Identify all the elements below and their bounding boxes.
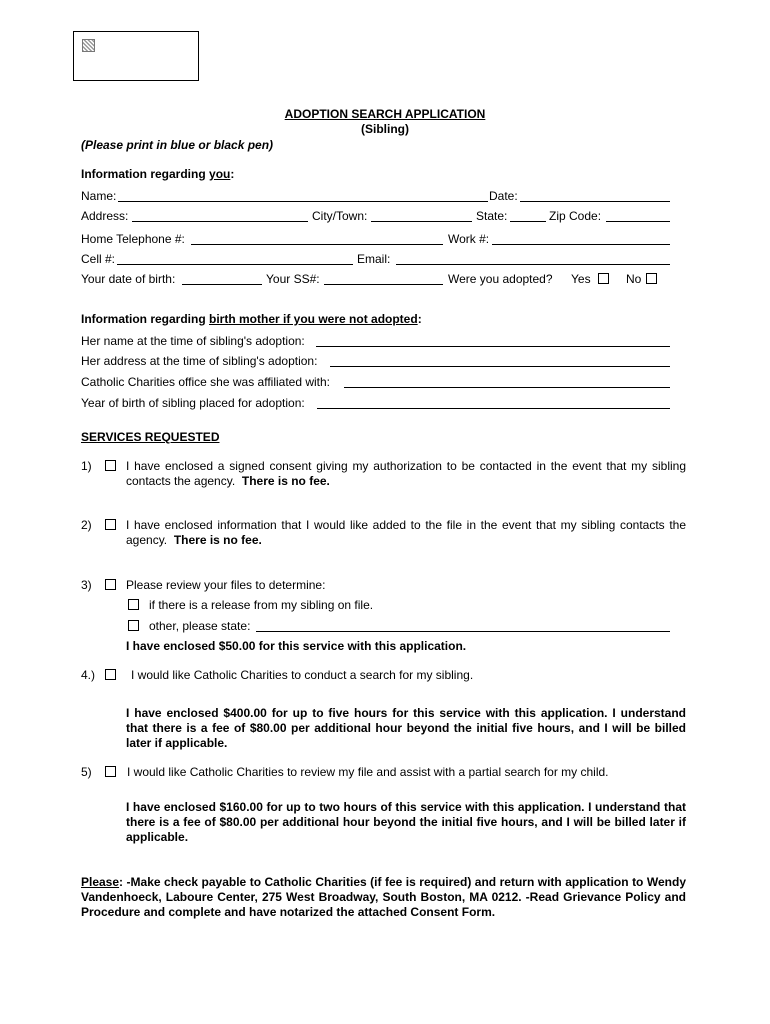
home-tel-label: Home Telephone #: <box>81 232 185 246</box>
adopted-no-label: No <box>626 272 642 286</box>
work-field[interactable] <box>492 244 670 245</box>
service-3-text: Please review your files to determine: <box>126 578 326 592</box>
state-field[interactable] <box>510 221 546 222</box>
services-heading: SERVICES REQUESTED <box>81 430 220 444</box>
service-4-checkbox[interactable] <box>105 669 116 680</box>
office-field[interactable] <box>344 387 670 388</box>
her-name-label: Her name at the time of sibling's adoption: <box>81 334 305 348</box>
service-3-option-1-checkbox[interactable] <box>128 599 139 610</box>
service-3-other-field[interactable] <box>256 631 670 632</box>
service-3-option-2-checkbox[interactable] <box>128 620 139 631</box>
name-label: Name: <box>81 189 117 203</box>
home-tel-field[interactable] <box>191 244 443 245</box>
logo-box <box>73 31 199 81</box>
adopted-yes-label: Yes <box>571 272 591 286</box>
email-label: Email: <box>357 252 391 266</box>
service-2-checkbox[interactable] <box>105 519 116 530</box>
service-4-text: I would like Catholic Charities to conduct a search for my sibling. <box>131 668 474 682</box>
dob-label: Your date of birth: <box>81 272 176 286</box>
address-field[interactable] <box>132 221 308 222</box>
cell-label: Cell #: <box>81 252 116 266</box>
broken-image-icon <box>82 39 95 52</box>
her-address-field[interactable] <box>330 366 670 367</box>
zip-field[interactable] <box>606 221 670 222</box>
city-label: City/Town: <box>312 209 368 223</box>
state-label: State: <box>476 209 508 223</box>
email-field[interactable] <box>396 264 670 265</box>
ss-label: Your SS#: <box>266 272 320 286</box>
adopted-yes-checkbox[interactable] <box>598 273 609 284</box>
ss-field[interactable] <box>324 284 443 285</box>
pen-instruction: (Please print in blue or black pen) <box>81 138 274 152</box>
service-3-checkbox[interactable] <box>105 579 116 590</box>
year-birth-field[interactable] <box>317 408 670 409</box>
service-2-number: 2) <box>81 518 92 532</box>
service-5-text: I would like Catholic Charities to review my file and assist with a partial search for my child. <box>127 765 609 779</box>
work-label: Work #: <box>448 232 490 246</box>
service-5-fee: I have enclosed $160.00 for up to two hours of this service with this application. I understand that there is a fee of $80.00 per additional hour beyond the initial five hours, and I will be billed later if applicable. <box>126 800 686 844</box>
her-name-field[interactable] <box>316 346 670 347</box>
date-field[interactable] <box>520 201 670 202</box>
adopted-question: Were you adopted? <box>448 272 553 286</box>
year-birth-label: Year of birth of sibling placed for adoption: <box>81 396 305 410</box>
her-address-label: Her address at the time of sibling's adoption: <box>81 354 318 368</box>
adopted-no-checkbox[interactable] <box>646 273 657 284</box>
service-4-fee: I have enclosed $400.00 for up to five hours for this service with this application. I understand that there is a fee of $80.00 per additional hour beyond the initial five hours, and I will be billed later if applicable. <box>126 706 686 750</box>
cell-field[interactable] <box>117 264 353 265</box>
zip-label: Zip Code: <box>549 209 602 223</box>
city-field[interactable] <box>371 221 472 222</box>
birth-mother-heading: Information regarding birth mother if you were not adopted: <box>81 312 422 326</box>
service-1-text: I have enclosed a signed consent giving my authorization to be contacted in the event that my sibling contacts the agency. There is no fee. <box>126 459 686 488</box>
page-subtitle: (Sibling) <box>361 122 409 136</box>
you-section-heading: Information regarding you: <box>81 167 235 181</box>
service-2-text: I have enclosed information that I would like added to the file in the event that my sibling contacts the agency. There is no fee. <box>126 518 686 547</box>
office-label: Catholic Charities office she was affiliated with: <box>81 375 331 389</box>
service-3-option-2-label: other, please state: <box>149 619 251 633</box>
page-title: ADOPTION SEARCH APPLICATION <box>284 107 486 121</box>
footer-note: Please: -Make check payable to Catholic Charities (if fee is required) and return with application to Wendy Vandenhoeck, Laboure Center, 275 West Broadway, South Boston, MA 0212. -Read Grievance Policy and Procedure and complete and have notarized the attached Consent Form. <box>81 875 686 919</box>
date-label: Date: <box>489 189 518 203</box>
service-1-checkbox[interactable] <box>105 460 116 471</box>
service-3-fee: I have enclosed $50.00 for this service with this application. <box>126 639 467 653</box>
service-4-number: 4.) <box>81 668 96 682</box>
service-5-number: 5) <box>81 765 92 779</box>
service-3-number: 3) <box>81 578 92 592</box>
service-3-option-1-label: if there is a release from my sibling on file. <box>149 598 374 612</box>
service-5-checkbox[interactable] <box>105 766 116 777</box>
name-field[interactable] <box>118 201 488 202</box>
address-label: Address: <box>81 209 129 223</box>
dob-field[interactable] <box>182 284 262 285</box>
service-1-number: 1) <box>81 459 92 473</box>
